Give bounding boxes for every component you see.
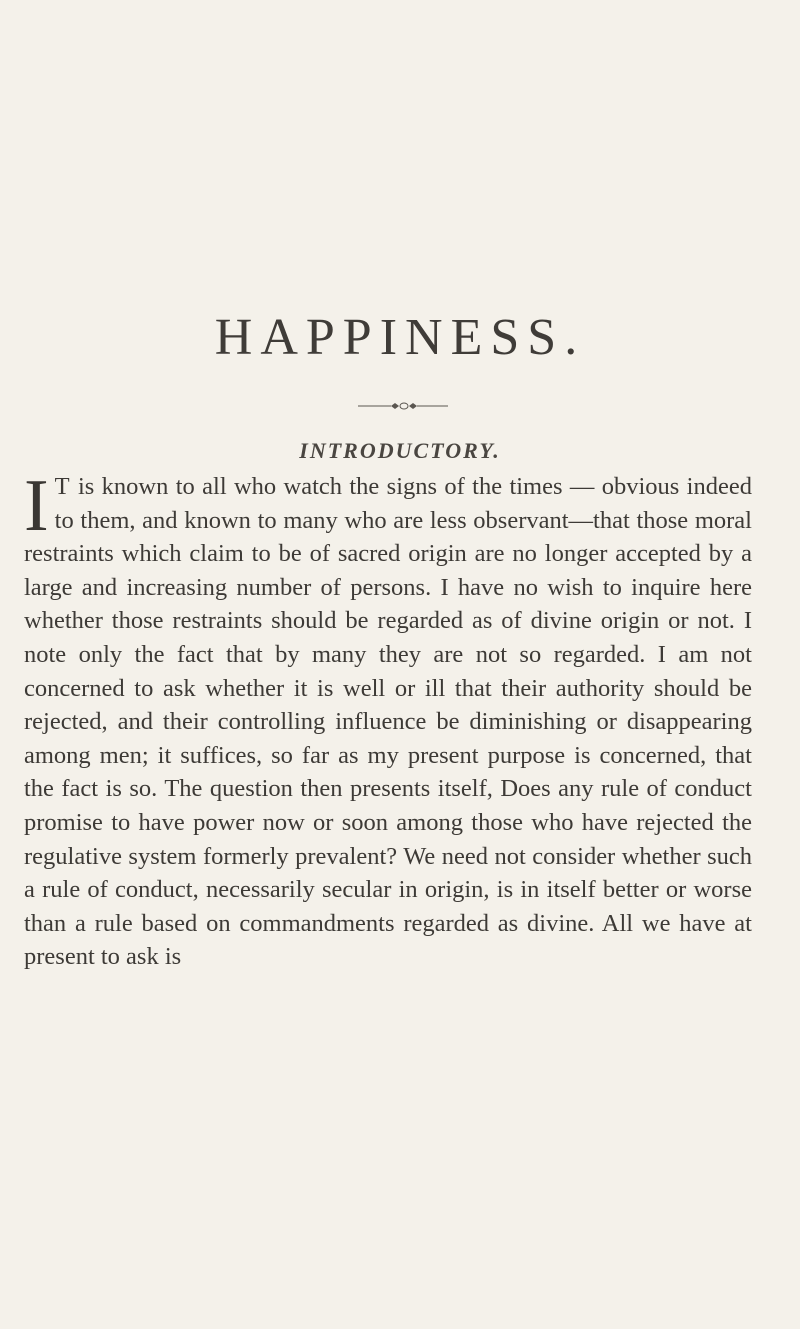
page-title: HAPPINESS. [214,309,586,366]
paragraph-text: is known to all who watch the signs of the times — obvious indeed to them, and known to many who are less observant—that those moral restraints which claim to be of sacred origin are no longer accepted by a large and increasing number of persons. I have no wish to inquire here whether those restraints should be regarded as of divine origin or not. I note only the fact that by many they are not so regarded. I am not concerned to ask whether it is well or ill that their authority should be rejected, and their controlling influence be diminishing or disappearing among men; it suffices, so far as my present purpose is concerned, that the fact is so. The question then presents itself, Does any rule of conduct promise to have power now or soon among those who have rejected the regulative system formerly prevalent? We need not consider whether such a rule of conduct, necessarily secular in origin, is in itself better or worse than a rule based on commandments regarded as divine. All we have at present to ask is [24,473,752,971]
divider-ornament [358,400,448,412]
lead-in-text: T [54,473,71,500]
body-paragraph [24,465,752,974]
section-heading: INTRODUCTORY. [299,438,501,463]
drop-cap: I [24,465,49,547]
